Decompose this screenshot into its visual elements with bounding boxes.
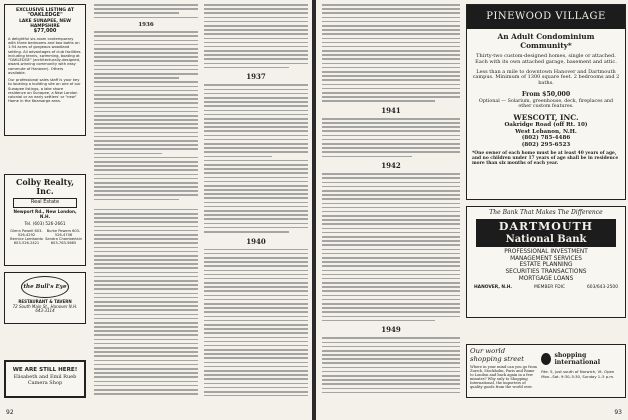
year-heading: 1941 <box>381 105 401 115</box>
oakledge-body: A delightful six-room contemporary with three bedrooms and two baths on 1.94 acres of gorgeous woodland setting. All advantages of club facilities including tennis, swimming, boating at "OAKLEDGE" (architecturally-designed, award-winning community with easy commute of Hanover). Others available. <box>8 36 81 75</box>
still-here-line3: Camera Shop <box>27 380 63 387</box>
bank-city: HANOVER, N.H. <box>474 285 513 291</box>
bank-name1: DARTMOUTH <box>498 219 594 233</box>
bank-service: PROFESSIONAL INVESTMENT <box>504 249 588 256</box>
pinewood-banner <box>467 5 625 29</box>
shopping-body: Where in your mind can you go from Zurich, Stockholm, Paris and Rome to London and back again in a few minutes? Why only to Shopping International, the importers of quality goods from the world over. <box>470 364 537 390</box>
pinewood-headline: An Adult Condominium Community* <box>497 32 595 50</box>
bank-phone: 603/643-2500 <box>587 285 618 291</box>
colby-subtitle: Real Estate <box>30 199 60 206</box>
year-heading: 1937 <box>246 72 266 82</box>
bank-service: SECURITIES TRANSACTIONS <box>505 269 587 275</box>
page-number-left: 92 <box>6 409 14 416</box>
pinewood-body2: Less than a mile to downtown Hanover and Dartmouth campus. Minimum of 1300 square feet. 2 bedrooms and 2 baths. <box>472 68 620 87</box>
right-text-column-1 <box>322 4 460 396</box>
wescott-address1: Oakridge Road (off Rt. 10) <box>504 122 588 129</box>
wescott-company: WESCOTT, INC. <box>513 112 579 122</box>
camera-shop-ad <box>4 360 86 398</box>
year-heading: 1936 <box>138 22 154 29</box>
bank-logo-block <box>476 219 616 247</box>
page-number-right: 93 <box>614 409 622 416</box>
shopping-logo <box>541 352 622 366</box>
oakledge-ad <box>4 4 86 136</box>
colby-realty-ad <box>4 174 86 266</box>
year-heading: 1940 <box>246 236 266 246</box>
pinewood-options: Optional — Solarium, greenhouse, deck, fireplaces and other custom features. <box>478 98 614 110</box>
wescott-phone: (802) 785-4486 <box>521 135 571 142</box>
globe-icon <box>541 353 551 365</box>
oakledge-price: $77,000 <box>33 28 57 35</box>
oakledge-name: "OAKLEDGE" <box>27 12 63 19</box>
colby-name: Colby Realty, Inc. <box>15 177 75 197</box>
bulls-eye-name: the Bull's Eye <box>23 283 67 290</box>
oakledge-location: LAKE SUNAPEE, NEW HAMPSHIRE <box>19 19 71 30</box>
pinewood-village-ad <box>466 4 626 200</box>
bulls-eye-ad <box>4 272 86 324</box>
wescott-phone: (802) 295-6523 <box>521 141 571 148</box>
real-estate-badge <box>13 198 77 208</box>
shopping-logo-text: shopping international <box>554 352 601 367</box>
right-ad-column <box>466 0 628 400</box>
oakledge-title: EXCLUSIVE LISTING AT <box>15 8 75 13</box>
bank-footer <box>470 285 622 290</box>
year-heading: 1942 <box>381 161 401 171</box>
agent-entry: Burke Powers 603-526-4706 <box>46 228 81 237</box>
left-text-column-1 <box>94 4 198 396</box>
agent-entry: Glenn Powell 603-526-4292 <box>10 228 43 237</box>
still-here-line2: Elisabeth and Emil Rueb <box>13 374 77 381</box>
realty-note: Our professional sales staff is your key to locating a building site on one of our Sunapee listings, a lake shore residence on Sunapee, a New London colonial or an early settlers' or "new" Home in the Kearsarge area. <box>8 78 81 104</box>
agent-entry: Bernice Lombardo 603-526-2421 <box>10 236 43 245</box>
bulls-eye-tagline: RESTAURANT & TAVERN <box>18 299 72 304</box>
shopping-title: Our world shopping street <box>470 347 524 363</box>
bulls-eye-address: 72 South Main St., Hanover N.H. 643-3114 <box>12 303 78 314</box>
year-heading: 1949 <box>381 325 401 335</box>
wescott-address2: West Lebanon, N.H. <box>515 128 577 135</box>
shopping-address: Rte. 5, just south of Norwich, Vt. Open Mon.–Sat. 9:30–5:30, Sunday 1–5 p.m. <box>541 369 615 379</box>
bank-member: MEMBER FDIC <box>534 285 565 291</box>
shopping-international-ad <box>466 344 626 398</box>
bank-service: ESTATE PLANNING <box>519 262 573 269</box>
colby-tel: Tel. (603) 526-2661 <box>24 220 66 226</box>
pinewood-footnote: *One owner of each home must be at least 40 years of age, and no children under 17 years of age shall be in residence more than six months of each year. <box>472 151 619 167</box>
agent-entry: Sandra Chamberlain 603-763-5665 <box>45 236 82 245</box>
still-here-line1: WE ARE STILL HERE! <box>12 367 78 373</box>
left-ad-column <box>0 0 88 400</box>
left-page <box>0 0 312 420</box>
colby-address: Newport Rd., New London, N.H. <box>13 209 77 219</box>
colby-agents <box>8 229 82 246</box>
dartmouth-bank-ad <box>466 206 626 318</box>
bulls-eye-logo <box>21 276 69 298</box>
right-page <box>316 0 628 420</box>
pinewood-body1: Thirty-two custom-designed homes, single or attached. Each with its own attached garage, basement and attic. <box>475 53 617 65</box>
pinewood-price: From $50,000 <box>521 90 571 98</box>
pinewood-title: PINEWOOD VILLAGE <box>486 11 606 23</box>
left-text-column-2 <box>204 4 308 396</box>
bank-name2: National Bank <box>505 233 587 245</box>
bank-tagline: The Bank That Makes The Difference <box>489 209 603 216</box>
bank-service: MANAGEMENT SERVICES <box>510 255 582 262</box>
bank-service: MORTGAGE LOANS <box>518 275 574 282</box>
